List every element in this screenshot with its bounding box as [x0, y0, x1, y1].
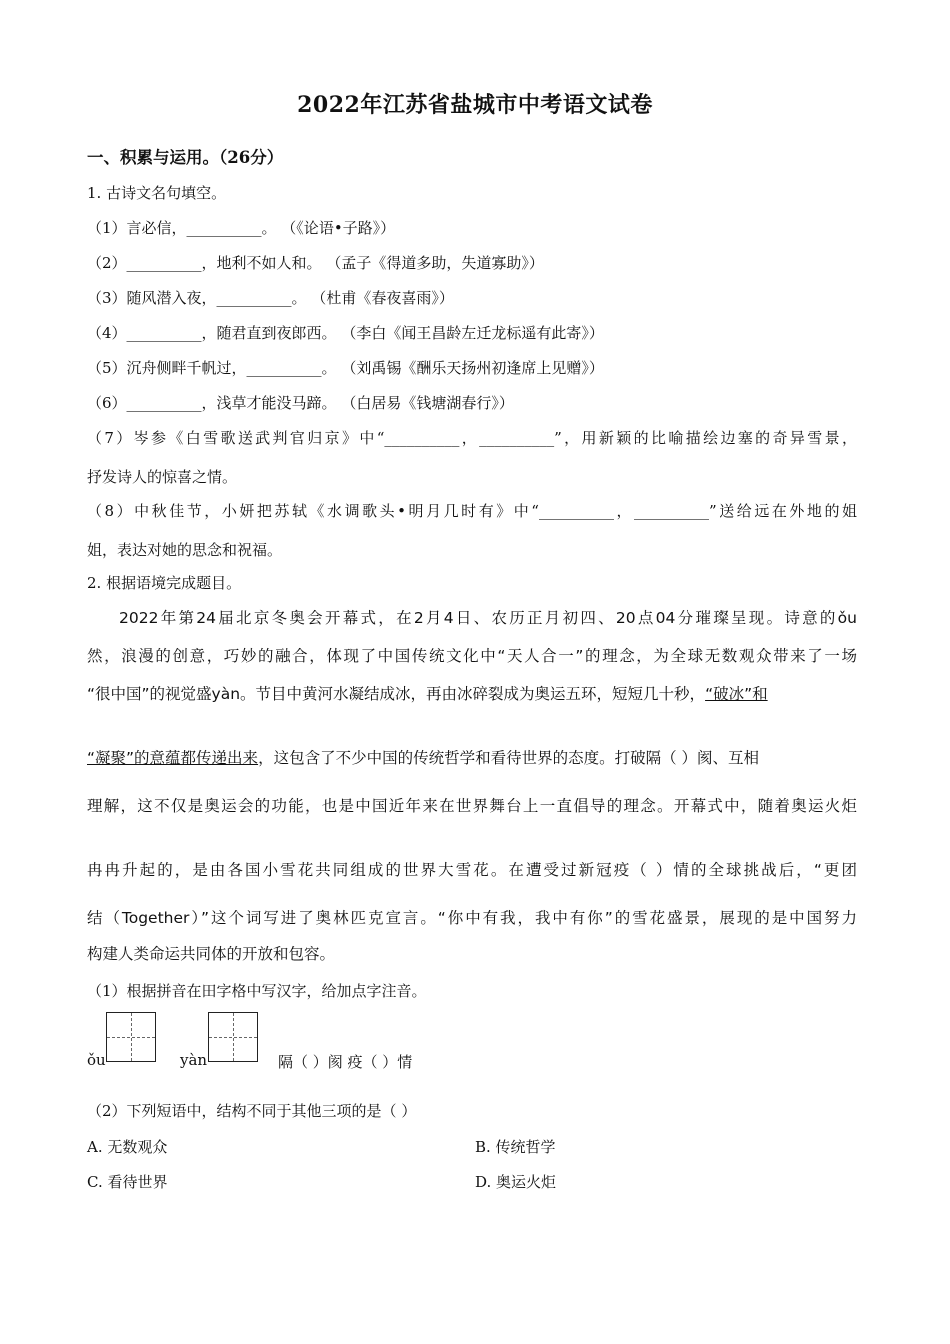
passage-line-1: 2022年第24届北京冬奥会开幕式，在2月4日、农历正月初四、20点04分璀璨呈现。诗意的ǒu [119, 609, 857, 627]
option-d[interactable]: D. 奥运火炬 [475, 1173, 557, 1191]
q1-item-7-line1: （7）岑参《白雪歌送武判官归京》中“__________，__________”，用新颖的比喻描绘边塞的奇异雪景， [87, 429, 857, 447]
option-a[interactable]: A. 无数观众 [87, 1138, 168, 1156]
q1-item-2: （2）__________，地利不如人和。 （孟子《得道多助，失道寡助》） [87, 254, 544, 272]
q1-item-6: （6）__________，浅草才能没马蹄。 （白居易《钱塘湖春行》） [87, 394, 514, 412]
q1-item-4: （4）__________，随君直到夜郎西。 （李白《闻王昌龄左迁龙标遥有此寄》） [87, 324, 604, 342]
tianzige-box-2[interactable] [208, 1012, 258, 1062]
pinyin-ou: ǒu [87, 1051, 106, 1069]
underlined-phrase: “破冰”和 [705, 685, 768, 703]
sub-question-2: （2）下列短语中，结构不同于其他三项的是（ ） [87, 1102, 417, 1120]
tianzige-box-1[interactable] [106, 1012, 156, 1062]
q1-item-7-line2: 抒发诗人的惊喜之情。 [87, 468, 238, 486]
question-1-stem: 1. 古诗文名句填空。 [87, 184, 227, 202]
passage-line-7: 结（Together）”这个词写进了奥林匹克宣言。“你中有我，我中有你”的雪花盛景，展现的是中国努力 [87, 909, 857, 927]
question-2-stem: 2. 根据语境完成题目。 [87, 574, 242, 592]
section-heading: 一、积累与运用。（26分） [87, 148, 284, 167]
pinyin-yan: yàn [180, 1051, 208, 1069]
option-b[interactable]: B. 传统哲学 [475, 1138, 556, 1156]
q1-item-5: （5）沉舟侧畔千帆过，__________。 （刘禹锡《酬乐天扬州初逢席上见赠》） [87, 359, 604, 377]
sub-question-1: （1）根据拼音在田字格中写汉字，给加点字注音。 [87, 982, 427, 1000]
q1-item-1: （1）言必信，__________。 （《论语•子路》） [87, 219, 396, 237]
page-title: 2022年江苏省盐城市中考语文试卷 [297, 92, 653, 118]
q1-item-8-line2: 姐，表达对她的思念和祝福。 [87, 541, 283, 559]
q1-item-8-line1: （8）中秋佳节，小妍把苏轼《水调歌头•明月几时有》中“__________，__________”送给远在外地的姐 [87, 502, 857, 520]
underlined-phrase: “凝聚”的意蕴都传递出来 [87, 749, 259, 767]
passage-line-6: 冉冉升起的，是由各国小雪花共同组成的世界大雪花。在遭受过新冠疫（ ）情的全球挑战后，“更团 [87, 861, 857, 879]
passage-line-2: 然，浪漫的创意，巧妙的融合，体现了中国传统文化中“天人合一”的理念，为全球无数观众带来了一场 [87, 647, 857, 665]
passage-line-4: “凝聚”的意蕴都传递出来，这包含了不少中国的传统哲学和看待世界的态度。打破隔（ ）阂、互相 [87, 749, 759, 767]
option-c[interactable]: C. 看待世界 [87, 1173, 168, 1191]
passage-line-5: 理解，这不仅是奥运会的功能，也是中国近年来在世界舞台上一直倡导的理念。开幕式中，随着奥运火炬 [87, 797, 857, 815]
passage-line-3: “很中国”的视觉盛yàn。节目中黄河水凝结成冰，再由冰碎裂成为奥运五环，短短几十秒，“破冰”和 [87, 685, 768, 703]
passage-line-8: 构建人类命运共同体的开放和包容。 [87, 945, 336, 963]
q1-item-3: （3）随风潜入夜，__________。 （杜甫《春夜喜雨》） [87, 289, 454, 307]
dotted-characters-prompt: 隔（ ）阂 疫（ ）情 [278, 1053, 413, 1071]
